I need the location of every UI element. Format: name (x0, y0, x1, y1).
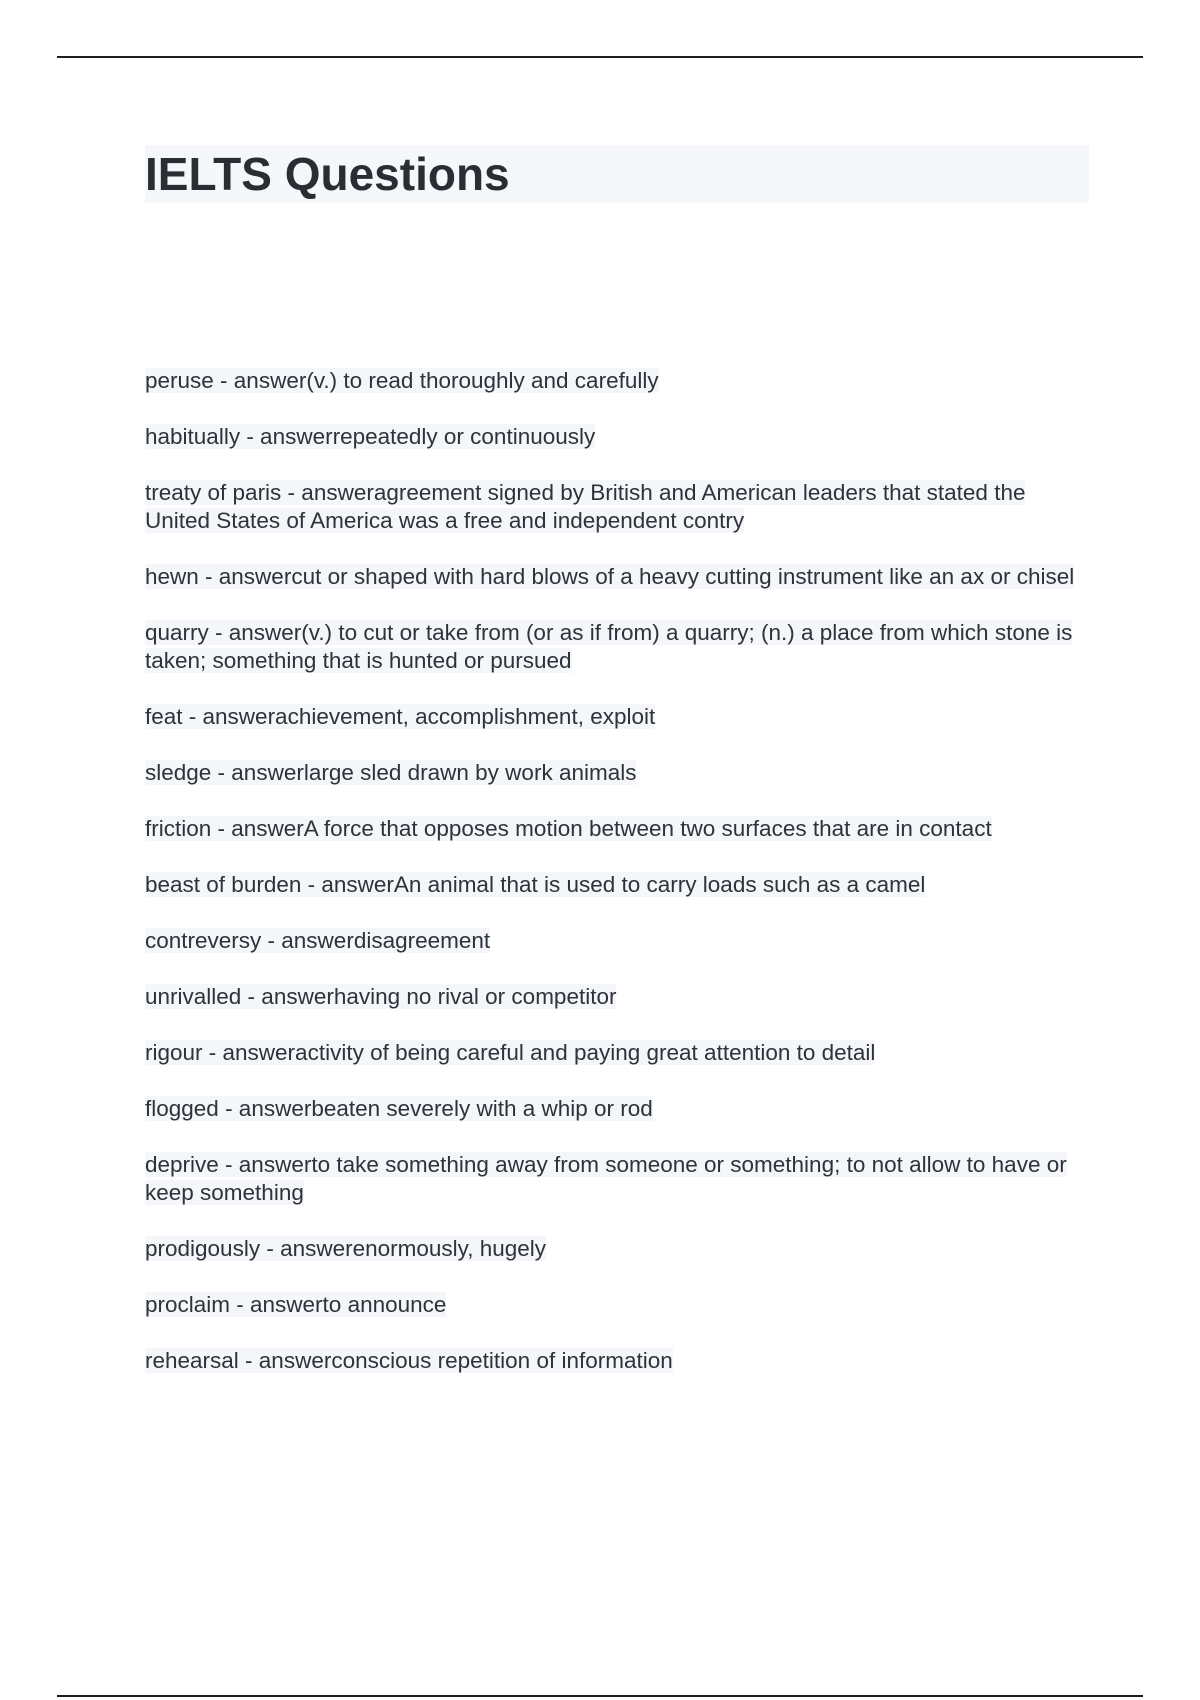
entry-text: quarry - answer(v.) to cut or take from (or as if from) a quarry; (n.) a place from which stone is taken; something that is hunted or pursued (145, 620, 1073, 673)
entry-text: treaty of paris - answeragreement signed by British and American leaders that stated the United States of America was a free and independent contry (145, 480, 1026, 533)
list-item (145, 1039, 1089, 1067)
list-item (145, 479, 1089, 535)
entry-text: contreversy - answerdisagreement (145, 928, 491, 953)
top-rule (57, 56, 1143, 58)
list-item (145, 1291, 1089, 1319)
entry-text: unrivalled - answerhaving no rival or competitor (145, 984, 617, 1009)
list-item (145, 563, 1089, 591)
entry-text: habitually - answerrepeatedly or continuously (145, 424, 596, 449)
page-title: IELTS Questions (145, 148, 510, 200)
entry-text: deprive - answerto take something away from someone or something; to not allow to have or keep something (145, 1152, 1067, 1205)
entry-text: rehearsal - answerconscious repetition of information (145, 1348, 673, 1373)
list-item (145, 1347, 1089, 1375)
entry-text: beast of burden - answerAn animal that is used to carry loads such as a camel (145, 872, 926, 897)
list-item (145, 759, 1089, 787)
entry-text: hewn - answercut or shaped with hard blows of a heavy cutting instrument like an ax or chisel (145, 564, 1075, 589)
entry-text: flogged - answerbeaten severely with a whip or rod (145, 1096, 653, 1121)
list-item (145, 1151, 1089, 1207)
list-item (145, 927, 1089, 955)
bottom-rule (57, 1695, 1143, 1697)
entry-text: proclaim - answerto announce (145, 1292, 447, 1317)
list-item (145, 983, 1089, 1011)
list-item (145, 871, 1089, 899)
list-item (145, 703, 1089, 731)
list-item (145, 1235, 1089, 1263)
list-item (145, 815, 1089, 843)
entry-text: feat - answerachievement, accomplishment, exploit (145, 704, 656, 729)
entry-text: sledge - answerlarge sled drawn by work animals (145, 760, 637, 785)
title-block (145, 145, 1089, 203)
list-item (145, 1095, 1089, 1123)
entry-text: prodigously - answerenormously, hugely (145, 1236, 547, 1261)
entry-text: friction - answerA force that opposes motion between two surfaces that are in contact (145, 816, 992, 841)
entry-text: rigour - answeractivity of being careful and paying great attention to detail (145, 1040, 876, 1065)
entry-list (145, 367, 1089, 1403)
list-item (145, 367, 1089, 395)
entry-text: peruse - answer(v.) to read thoroughly and carefully (145, 368, 659, 393)
list-item (145, 619, 1089, 675)
list-item (145, 423, 1089, 451)
